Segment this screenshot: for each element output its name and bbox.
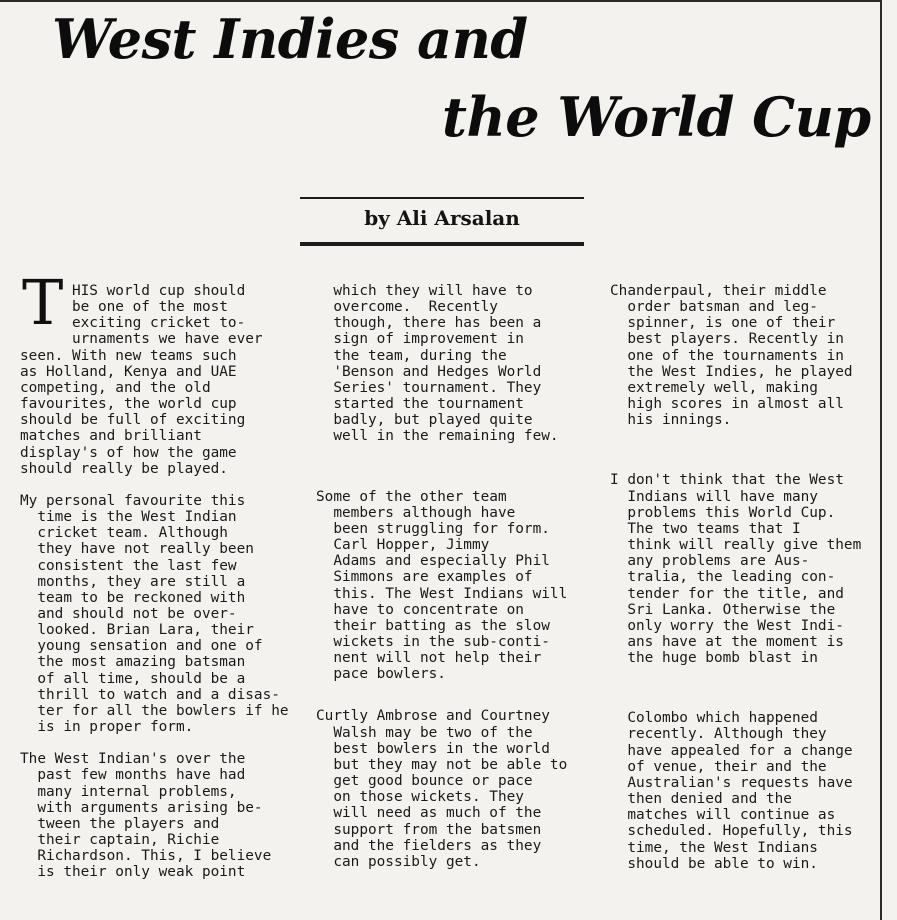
drop-cap: T	[22, 266, 64, 339]
headline-line-2: the World Cup	[442, 85, 871, 149]
text-line: should be full of exciting	[20, 412, 246, 429]
text-line: support from the batsmen	[316, 821, 542, 838]
text-line: tender for the title, and	[610, 585, 844, 602]
byline: by Ali Arsalan	[364, 206, 520, 230]
text-line: competing, and the old	[20, 379, 211, 396]
text-line: the huge bomb blast in	[610, 650, 818, 667]
text-line: only worry the West Indi-	[610, 617, 844, 634]
text-line: tween the players and	[20, 815, 220, 832]
text-line: time is the West Indian	[20, 509, 237, 526]
text-line: tralia, the leading con-	[610, 569, 836, 586]
text-line: display's of how the game	[20, 444, 237, 461]
text-line: recently. Although they	[610, 726, 827, 743]
article-column-3	[610, 283, 882, 872]
article-column-2	[316, 283, 588, 870]
text-line: cricket team. Although	[20, 525, 228, 542]
text-line: overcome. Recently	[316, 299, 498, 316]
text-line: months, they are still a	[20, 573, 246, 590]
article-paragraph	[20, 493, 292, 735]
text-line: time, the West Indians	[610, 839, 818, 856]
text-line: they have not really been	[20, 541, 254, 558]
text-line: Carl Hopper, Jimmy	[316, 537, 490, 554]
text-line: Series' tournament. They	[316, 379, 542, 396]
text-line: his innings.	[610, 412, 732, 429]
text-line: get good bounce or pace	[316, 773, 533, 790]
text-line: then denied and the	[610, 791, 792, 808]
text-line: is in proper form.	[20, 719, 194, 736]
paragraph-gap	[20, 735, 292, 751]
article-paragraph	[316, 708, 588, 870]
text-line: and should not be over-	[20, 605, 237, 622]
text-line: urnaments we have ever	[20, 331, 263, 348]
text-line: Sri Lanka. Otherwise the	[610, 601, 836, 618]
article-paragraph	[20, 751, 292, 880]
text-line: Chanderpaul, their middle	[610, 283, 827, 299]
text-line: team to be reckoned with	[20, 589, 246, 606]
article-paragraph	[610, 472, 882, 666]
text-line: The two teams that I	[610, 520, 801, 537]
text-line: order batsman and leg-	[610, 299, 818, 316]
text-line: nent will not help their	[316, 650, 542, 667]
text-line: The West Indian's over the	[20, 751, 246, 768]
article-column-1	[20, 283, 292, 880]
text-line: should be able to win.	[610, 855, 818, 872]
text-line: Indians will have many	[610, 488, 818, 505]
text-line: consistent the last few	[20, 557, 237, 574]
text-line: with arguments arising be-	[20, 799, 263, 816]
text-line: Curtly Ambrose and Courtney	[316, 708, 550, 725]
text-line: their captain, Richie	[20, 832, 220, 848]
text-line: their batting as the slow	[316, 617, 550, 634]
text-line: high scores in almost all	[610, 396, 844, 413]
text-line: problems this World Cup.	[610, 504, 836, 521]
text-line: HIS world cup should	[20, 283, 246, 299]
text-line: be one of the most	[20, 299, 228, 316]
text-line: past few months have had	[20, 767, 246, 784]
text-line: best players. Recently in	[610, 331, 844, 348]
text-line: any problems are Aus-	[610, 553, 810, 570]
text-line: of venue, their and the	[610, 758, 827, 775]
text-line: My personal favourite this	[20, 492, 246, 509]
text-line: will need as much of the	[316, 805, 542, 822]
text-line: many internal problems,	[20, 783, 237, 800]
paragraph-gap	[316, 682, 588, 708]
text-line: the most amazing batsman	[20, 654, 246, 671]
paragraph-gap	[610, 666, 882, 710]
text-line: matches and brilliant	[20, 428, 202, 445]
text-line: Richardson. This, I believe	[20, 848, 272, 865]
text-line: scheduled. Hopefully, this	[610, 823, 853, 840]
text-line: Australian's requests have	[610, 774, 853, 791]
text-line: seen. With new teams such	[20, 347, 237, 364]
article-paragraph	[610, 710, 882, 872]
text-line: which they will have to	[316, 283, 533, 299]
text-line: this. The West Indians will	[316, 585, 568, 602]
text-line: members although have	[316, 504, 516, 521]
text-line: started the tournament	[316, 396, 524, 413]
headline-line-1: West Indies and	[52, 7, 528, 71]
text-line: well in the remaining few.	[316, 428, 559, 445]
text-line: the West Indies, he played	[610, 363, 853, 380]
paragraph-gap	[316, 445, 588, 489]
text-line: the team, during the	[316, 347, 507, 364]
text-line: is their only weak point	[20, 864, 246, 881]
article-paragraph	[316, 489, 588, 683]
text-line: Walsh may be two of the	[316, 724, 533, 741]
text-line: young sensation and one of	[20, 638, 263, 655]
text-line: of all time, should be a	[20, 670, 246, 687]
text-line: favourites, the world cup	[20, 396, 237, 413]
text-line: have appealed for a change	[610, 742, 853, 759]
text-line: Some of the other team	[316, 488, 507, 505]
text-line: thrill to watch and a disas-	[20, 686, 280, 703]
text-line: been struggling for form.	[316, 520, 550, 537]
text-line: badly, but played quite	[316, 412, 533, 429]
text-line: spinner, is one of their	[610, 315, 836, 332]
text-line: ter for all the bowlers if he	[20, 702, 289, 719]
text-line: as Holland, Kenya and UAE	[20, 363, 237, 380]
text-line: Adams and especially Phil	[316, 553, 550, 570]
top-border-rule	[0, 0, 882, 2]
text-line: on those wickets. They	[316, 789, 524, 806]
text-line: can possibly get.	[316, 853, 481, 870]
text-line: should really be played.	[20, 460, 228, 477]
text-line: ans have at the moment is	[610, 633, 844, 650]
byline-top-rule	[300, 197, 584, 199]
text-line: exciting cricket to-	[20, 315, 246, 332]
text-line: matches will continue as	[610, 807, 836, 824]
text-line: and the fielders as they	[316, 837, 542, 854]
text-line: 'Benson and Hedges World	[316, 363, 542, 380]
text-line: best bowlers in the world	[316, 740, 550, 757]
text-line: but they may not be able to	[316, 756, 568, 773]
text-line: though, there has been a	[316, 315, 542, 332]
text-line: think will really give them	[610, 537, 862, 554]
text-line: wickets in the sub-conti-	[316, 633, 550, 650]
text-line: extremely well, making	[610, 379, 818, 396]
text-line: have to concentrate on	[316, 601, 524, 618]
article-paragraph	[316, 283, 588, 445]
article-paragraph	[610, 283, 882, 428]
text-line: one of the tournaments in	[610, 347, 844, 364]
text-line: sign of improvement in	[316, 331, 524, 348]
paragraph-gap	[610, 428, 882, 472]
text-line: Colombo which happened	[610, 710, 818, 727]
text-line: I don't think that the West	[610, 472, 844, 489]
article-paragraph	[20, 283, 292, 477]
paragraph-gap	[20, 477, 292, 493]
text-line: Simmons are examples of	[316, 569, 533, 586]
text-line: looked. Brian Lara, their	[20, 622, 254, 639]
byline-bottom-rule	[300, 242, 584, 246]
text-line: pace bowlers.	[316, 666, 446, 683]
